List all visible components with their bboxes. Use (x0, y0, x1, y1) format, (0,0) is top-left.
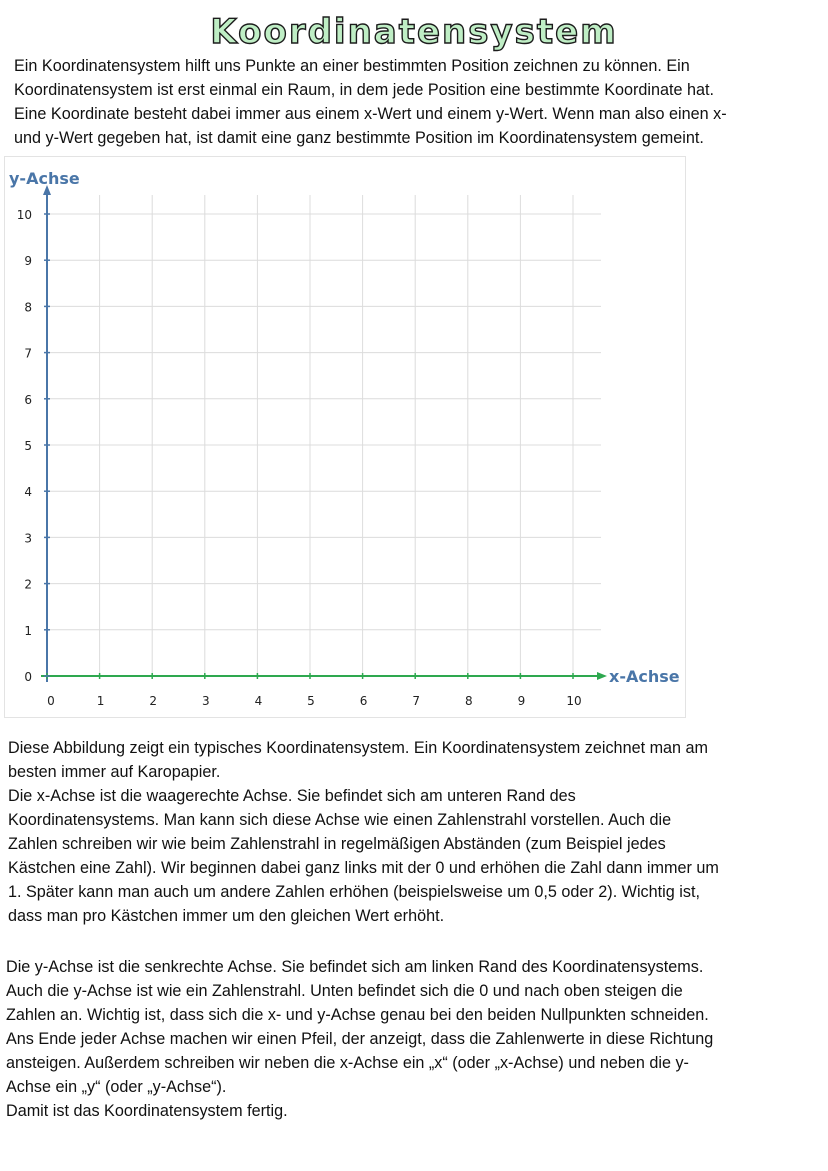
axes (41, 185, 607, 682)
y-tick-label: 7 (24, 346, 32, 361)
y-tick-label: 5 (24, 439, 32, 453)
x-tick-label: 5 (307, 694, 315, 708)
text-line: Koordinatensystem ist erst einmal ein Raum, in dem jede Position eine bestimmte Koordinate hat. (14, 81, 715, 99)
y-tick-label: 3 (24, 531, 32, 546)
x-axis-label: x-Achse (609, 667, 680, 686)
text-line: dass man pro Kästchen immer um den gleichen Wert erhöht. (8, 907, 445, 925)
page-title: Koordinatensystem (210, 12, 618, 52)
text-line: Damit ist das Koordinatensystem fertig. (6, 1102, 288, 1120)
x-tick-label: 2 (149, 694, 158, 708)
text-line: 1. Später kann man auch um andere Zahlen erhöhen (beispielsweise um 0,5 oder 2). Wichtig ist, (8, 883, 700, 901)
page-title-container (0, 10, 828, 54)
y-axis-explanation-paragraph (6, 955, 818, 1123)
y-tick-label: 1 (24, 623, 32, 638)
coordinate-system-figure (4, 156, 686, 718)
text-line: Zahlen schreiben wir wie beim Zahlenstrahl in regelmäßigen Abständen (zum Beispiel jedes (8, 835, 666, 853)
text-line: Eine Koordinate besteht dabei immer aus einem x-Wert und einem y-Wert. Wenn man also einen x- (14, 105, 727, 123)
x-tick-label: 9 (517, 694, 526, 708)
text-line: Kästchen eine Zahl). Wir beginnen dabei ganz links mit der 0 und erhöhen die Zahl dann immer um (8, 859, 719, 877)
y-tick-label: 0 (24, 670, 32, 684)
text-line: Achse ein „y“ (oder „y-Achse“). (6, 1078, 227, 1096)
x-axis-arrow (597, 672, 607, 680)
text-line: Die x-Achse ist die waagerechte Achse. Sie befindet sich am unteren Rand des (8, 787, 576, 805)
x-tick-label: 8 (464, 694, 473, 708)
text-line: ansteigen. Außerdem schreiben wir neben die x-Achse ein „x“ (oder „x-Achse) und neben die y- (6, 1054, 689, 1072)
y-tick-label: 8 (24, 300, 32, 315)
y-tick-label: 2 (24, 577, 32, 592)
grid (47, 195, 601, 676)
y-tick-label: 9 (24, 254, 32, 269)
text-line: Die y-Achse ist die senkrechte Achse. Sie befindet sich am linken Rand des Koordinatensystems. (6, 958, 704, 976)
x-tick-label: 3 (201, 694, 210, 708)
text-line: besten immer auf Karopapier. (8, 763, 221, 781)
text-line: Diese Abbildung zeigt ein typisches Koordinatensystem. Ein Koordinatensystem zeichnet man am (8, 739, 709, 757)
x-tick-label: 0 (47, 694, 55, 708)
tick-labels (17, 208, 582, 708)
coordinate-system-chart (5, 157, 685, 717)
x-tick-label: 7 (412, 694, 421, 708)
page-title-graphic (184, 10, 644, 54)
x-tick-label: 4 (254, 694, 263, 708)
text-line: Zahlen an. Wichtig ist, dass sich die x- und y-Achse genau bei den beiden Nullpunkten schneiden. (6, 1006, 709, 1024)
x-tick-label: 10 (566, 694, 582, 708)
x-tick-label: 1 (96, 694, 105, 708)
intro-paragraph (14, 54, 818, 150)
x-tick-label: 6 (359, 694, 368, 708)
text-line: Ans Ende jeder Achse machen wir einen Pfeil, der anzeigt, dass die Zahlenwerte in diese Richtung (6, 1030, 714, 1048)
y-tick-label: 6 (24, 392, 32, 407)
y-axis-label: y-Achse (9, 169, 80, 188)
text-line: Koordinatensystems. Man kann sich diese Achse wie einen Zahlenstrahl vorstellen. Auch die (8, 811, 672, 829)
y-tick-label: 4 (24, 485, 32, 500)
text-line: und y-Wert gegeben hat, ist damit eine ganz bestimmte Position im Koordinatensystem gemeint. (14, 129, 704, 147)
y-tick-label: 10 (16, 208, 32, 222)
x-axis-explanation-paragraph (8, 736, 814, 928)
text-line: Ein Koordinatensystem hilft uns Punkte an einer bestimmten Position zeichnen zu können. Ein (14, 57, 690, 75)
text-line: Auch die y-Achse ist wie ein Zahlenstrahl. Unten befindet sich die 0 und nach oben steigen die (6, 982, 683, 1000)
